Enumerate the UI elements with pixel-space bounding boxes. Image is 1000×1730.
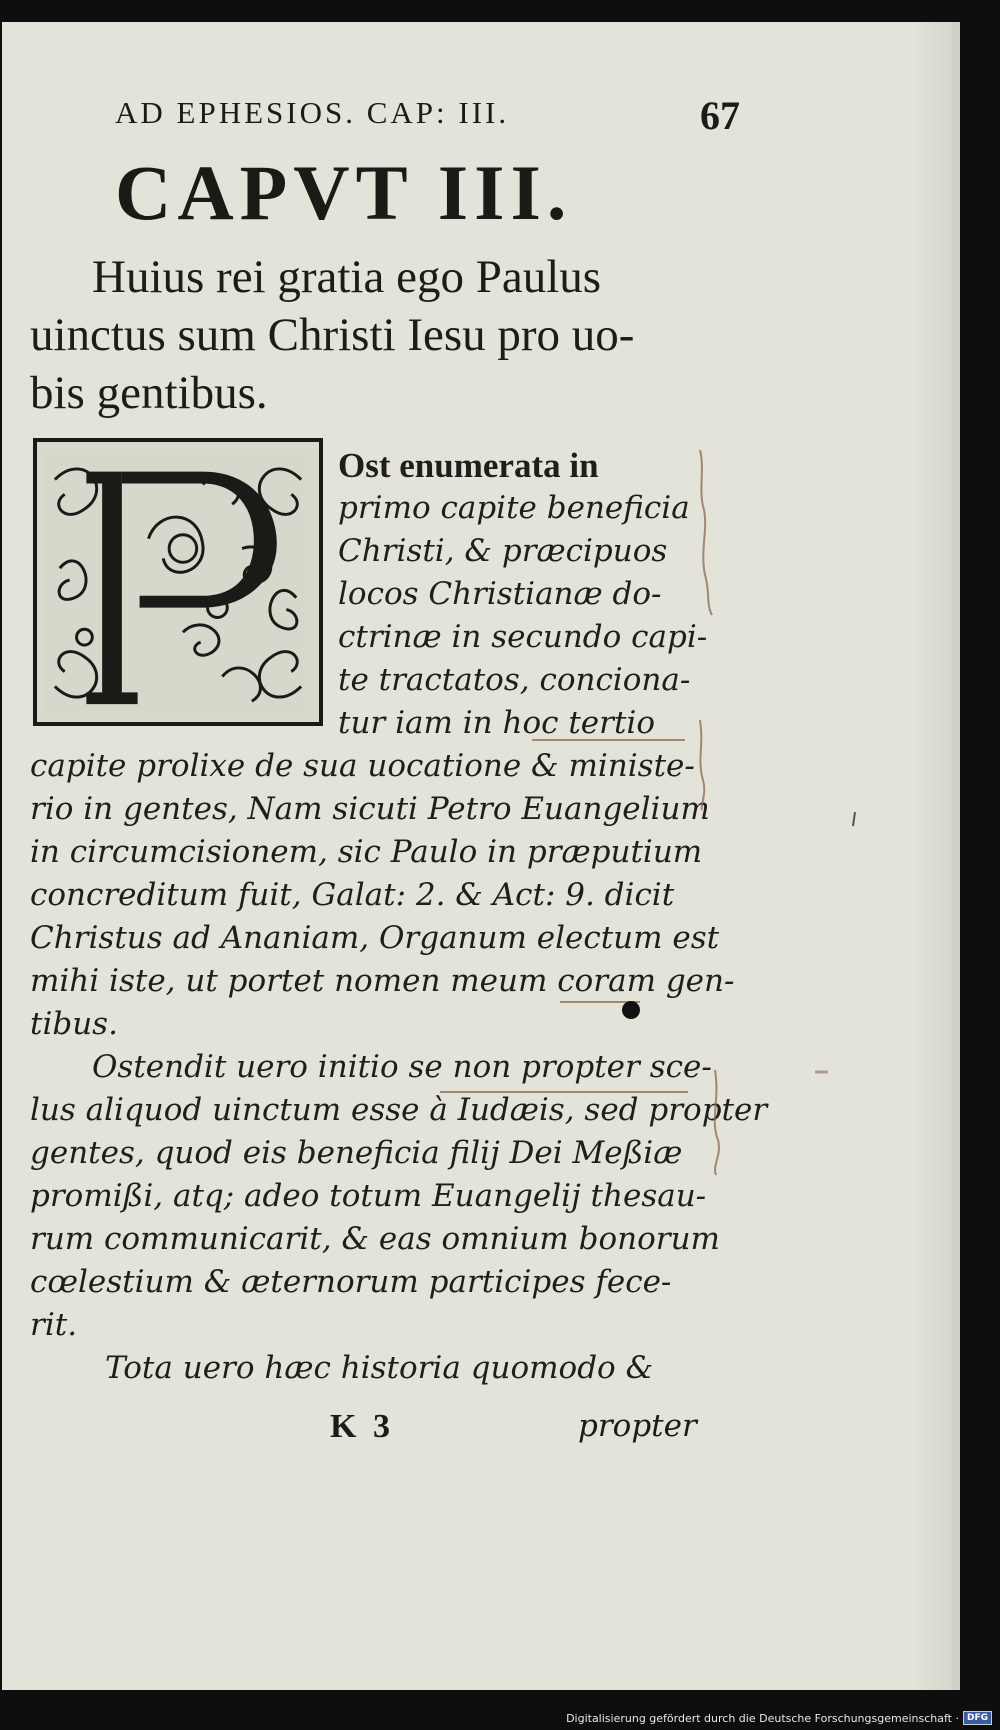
commentary-line: Christus ad Ananiam, Organum electum est	[30, 920, 720, 956]
commentary-line: mihi iste, ut portet nomen meum coram gen-	[30, 963, 735, 999]
commentary-line: locos Christianæ do-	[338, 576, 662, 612]
commentary-line: Ostendit uero initio se non propter sce-	[92, 1049, 712, 1085]
commentary-line: Ost enumerata in	[338, 446, 599, 485]
chapter-title: CAPVT III.	[115, 149, 573, 236]
page-number: 67	[700, 93, 740, 138]
digitization-footer	[566, 1711, 992, 1725]
commentary-line: concreditum fuit, Galat: 2. & Act: 9. dicit	[30, 877, 675, 913]
footer-text: Digitalisierung gefördert durch die Deutsche Forschungsgemeinschaft ·	[566, 1711, 959, 1725]
commentary-line: lus aliquod uinctum esse à Iudæis, sed propter	[30, 1092, 768, 1128]
commentary-line: cœlestium & æternorum participes fece-	[30, 1264, 672, 1300]
commentary-line: primo capite beneficia	[338, 490, 690, 526]
running-head: AD EPHESIOS. CAP: III.	[115, 95, 510, 130]
commentary-line: tur iam in hoc tertio	[338, 705, 655, 741]
catchword: propter	[578, 1408, 697, 1444]
scripture-verse	[30, 248, 700, 422]
commentary-line: Christi, & præcipuos	[338, 533, 668, 569]
commentary-line: in circumcisionem, sic Paulo in præputium	[30, 834, 703, 870]
commentary-line: rit.	[30, 1307, 78, 1343]
commentary-line: tibus.	[30, 1006, 118, 1042]
page-edge-shadow	[912, 22, 952, 1690]
commentary-line: ctrinæ in secundo capi-	[338, 619, 708, 655]
commentary-text	[30, 444, 768, 1390]
commentary-line: rio in gentes, Nam sicuti Petro Euangelium	[30, 791, 710, 827]
commentary-line: promißi, atq; adeo totum Euangelij thesau-	[30, 1178, 707, 1214]
verse-line: Huius rei gratia ego Paulus	[92, 251, 602, 303]
signature-mark: K 3	[330, 1408, 394, 1445]
commentary-line: Tota uero hæc historia quomodo &	[105, 1350, 654, 1386]
commentary-line: te tractatos, conciona-	[338, 662, 691, 698]
commentary-line: rum communicarit, & eas omnium bonorum	[30, 1221, 720, 1257]
commentary-line: capite prolixe de sua uocatione & ministe-	[30, 748, 695, 784]
verse-line: uinctus sum Christi Iesu pro uo-	[30, 309, 635, 361]
verse-line: bis gentibus.	[30, 367, 268, 419]
dfg-logo-icon: DFG	[963, 1711, 992, 1725]
commentary-line: gentes, quod eis beneficia filij Dei Meßiæ	[30, 1135, 683, 1171]
